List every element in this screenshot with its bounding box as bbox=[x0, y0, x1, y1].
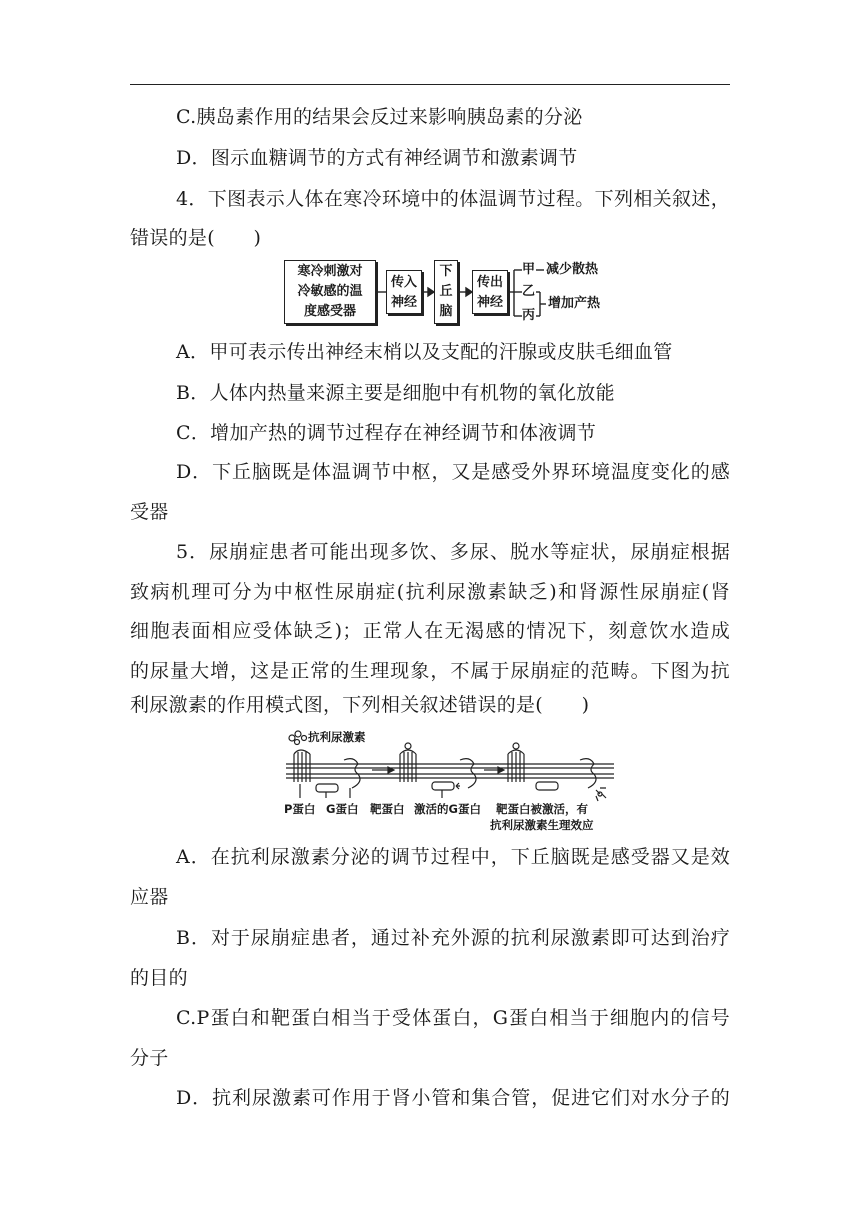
hormone-label: 抗利尿激素 bbox=[308, 730, 366, 744]
label-reduce-heat-loss: 减少散热 bbox=[546, 262, 599, 277]
option-d-q3: D．图示血糖调节的方式有神经调节和激素调节 bbox=[176, 147, 578, 169]
q4-option-d-line-2: 受器 bbox=[130, 501, 169, 523]
box4-line1: 传出 bbox=[476, 275, 503, 290]
label-bing: 丙 bbox=[522, 308, 536, 323]
label-yi: 乙 bbox=[522, 284, 536, 299]
box2-line2: 神经 bbox=[390, 295, 417, 310]
q5-option-d-line-1: D．抗利尿激素可作用于肾小管和集合管，促进它们对水分子的 bbox=[176, 1087, 730, 1109]
box3-line1: 下 bbox=[439, 264, 453, 279]
question-5-line-4: 的尿量大增，这是正常的生理现象，不属于尿崩症的范畴。下图为抗 bbox=[130, 660, 730, 682]
q5-option-a-line-2: 应器 bbox=[130, 886, 169, 908]
target-activated-label: 靶蛋白被激活，有 bbox=[496, 802, 588, 816]
q5-option-c-line-2: 分子 bbox=[130, 1047, 169, 1069]
q4-option-c: C．增加产热的调节过程存在神经调节和体液调节 bbox=[176, 422, 597, 444]
question-5-line-5: 利尿激素的作用模式图，下列相关叙述错误的是( ) bbox=[130, 694, 590, 716]
box1-line1: 寒冷刺激对 bbox=[297, 264, 363, 279]
question-5-line-2: 致病机理可分为中枢性尿崩症(抗利尿激素缺乏)和肾源性尿崩症(肾 bbox=[130, 581, 730, 603]
box1-line2: 冷敏感的温 bbox=[297, 284, 363, 299]
q5-option-b-line-1: B．对于尿崩症患者，通过补充外源的抗利尿激素即可达到治疗 bbox=[176, 927, 730, 949]
q5-option-a-line-1: A．在抗利尿激素分泌的调节过程中，下丘脑既是感受器又是效 bbox=[176, 846, 730, 868]
target-protein-label: 靶蛋白 bbox=[370, 802, 405, 816]
box3-line2: 丘 bbox=[439, 284, 453, 299]
box2-line1: 传入 bbox=[390, 275, 417, 290]
q4-option-d-line-1: D．下丘脑既是体温调节中枢，又是感受外界环境温度变化的感 bbox=[176, 461, 730, 483]
cold-receptor-box bbox=[284, 260, 376, 324]
q5-option-c-line-1: C.P蛋白和靶蛋白相当于受体蛋白，G蛋白相当于细胞内的信号 bbox=[176, 1007, 730, 1029]
option-c-q3: C.胰岛素作用的结果会反过来影响胰岛素的分泌 bbox=[176, 106, 583, 128]
q5-option-b-line-2: 的目的 bbox=[130, 967, 188, 989]
q4-option-a: A．甲可表示传出神经末梢以及支配的汗腺或皮肤毛细血管 bbox=[176, 341, 673, 363]
question-5-line-1: 5．尿崩症患者可能出现多饮、多尿、脱水等症状，尿崩症根据 bbox=[176, 541, 730, 563]
label-increase-heat-production: 增加产热 bbox=[548, 296, 601, 311]
efferent-nerve-box bbox=[472, 270, 508, 314]
q4-option-b: B．人体内热量来源主要是细胞中有机物的氧化放能 bbox=[176, 382, 615, 404]
box4-line2: 神经 bbox=[476, 295, 503, 310]
hypothalamus-box bbox=[434, 260, 458, 324]
box1-line3: 度感受器 bbox=[303, 304, 356, 319]
adh-mechanism-diagram bbox=[284, 728, 624, 836]
afferent-nerve-box bbox=[386, 270, 422, 314]
question-4-line-2: 错误的是( ) bbox=[130, 227, 262, 249]
activated-g-protein-label: 激活的G蛋白 bbox=[414, 802, 481, 816]
label-jia: 甲 bbox=[522, 262, 536, 277]
box3-line3: 脑 bbox=[439, 304, 453, 319]
adh-effect-label: 抗利尿激素生理效应 bbox=[490, 818, 594, 832]
question-5-line-3: 细胞表面相应受体缺乏)；正常人在无渴感的情况下，刻意饮水造成 bbox=[130, 620, 730, 642]
p-protein-label: P蛋白 bbox=[284, 802, 316, 816]
question-4-line-1: 4．下图表示人体在寒冷环境中的体温调节过程。下列相关叙述， bbox=[176, 188, 730, 210]
thermoregulation-diagram bbox=[282, 258, 622, 330]
g-protein-label: G蛋白 bbox=[326, 802, 359, 816]
header-rule bbox=[130, 84, 730, 85]
